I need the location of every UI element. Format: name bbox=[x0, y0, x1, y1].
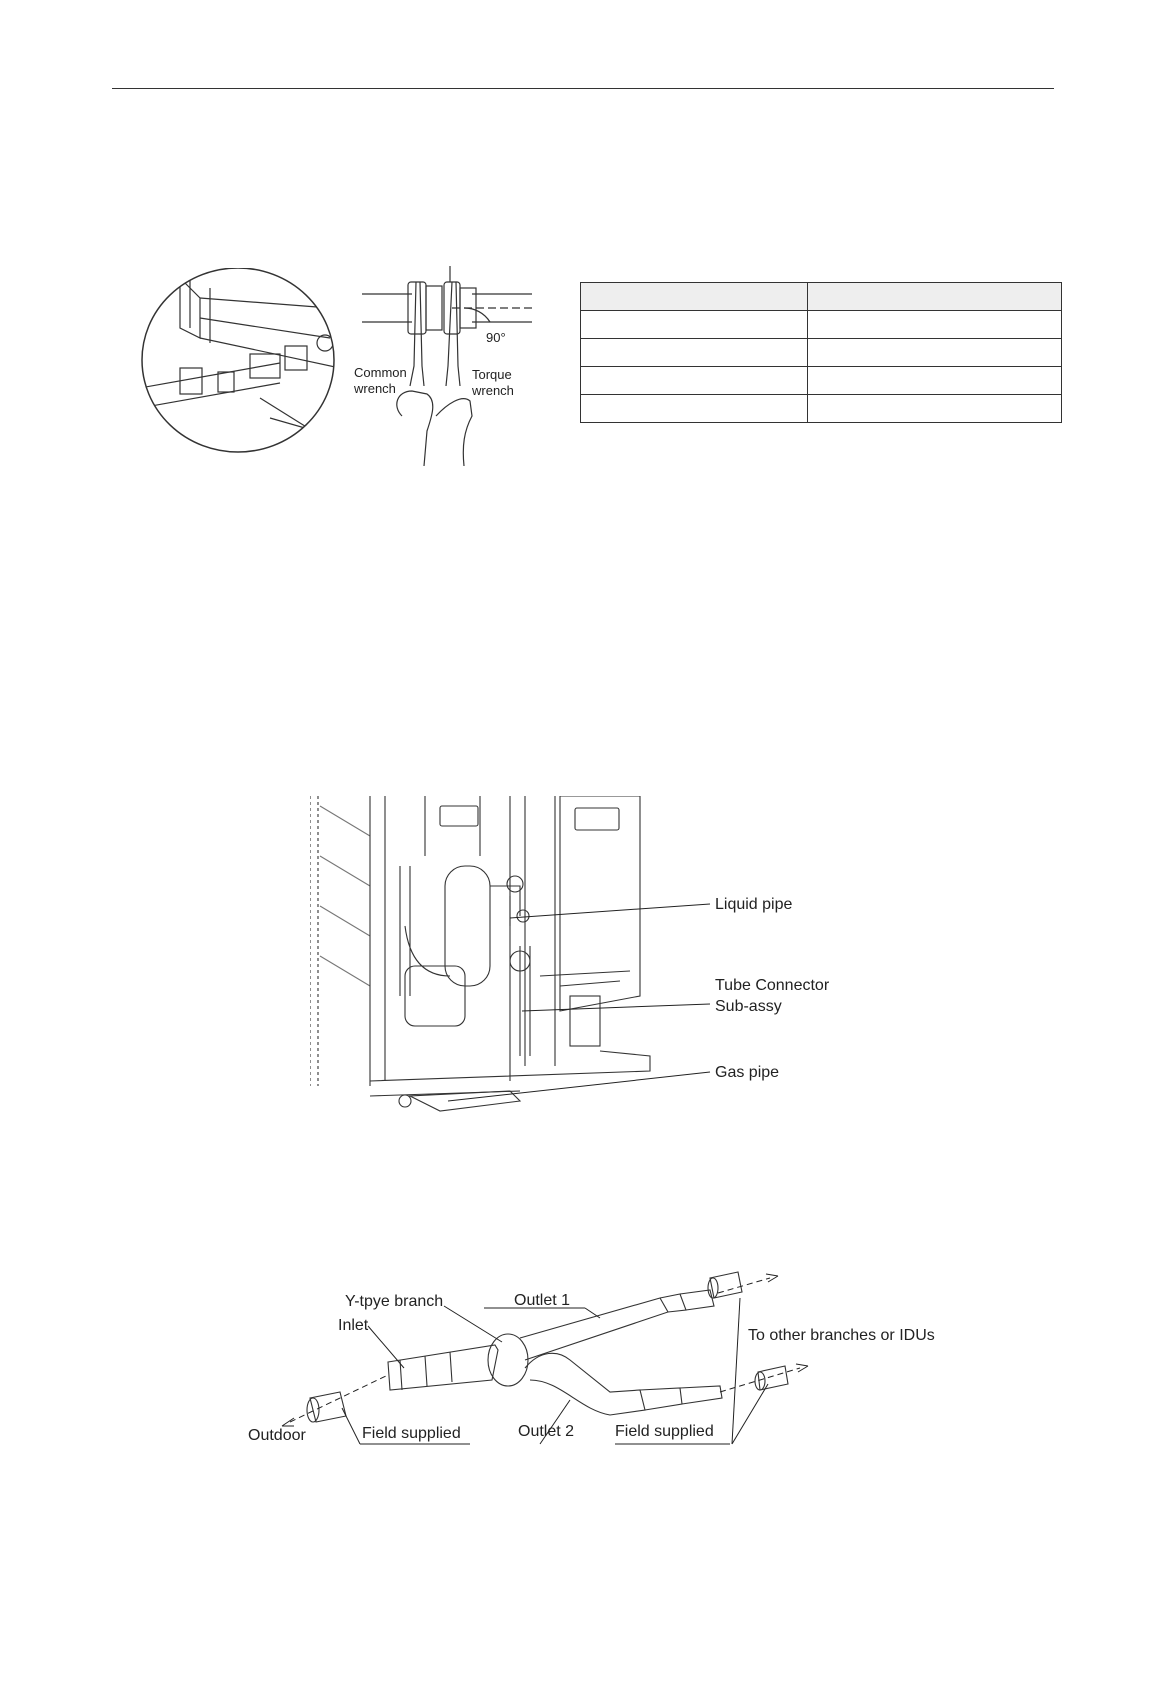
table-row bbox=[581, 311, 1062, 339]
table-cell bbox=[808, 339, 1062, 367]
torque-table bbox=[580, 282, 1062, 423]
table-cell bbox=[808, 395, 1062, 423]
field-supplied-left-label: Field supplied bbox=[362, 1425, 461, 1442]
y-branch-figure bbox=[240, 1250, 980, 1450]
tube-connector-label-line1: Tube Connector bbox=[715, 977, 830, 994]
table-cell bbox=[581, 339, 808, 367]
flare-connection-detail-figure bbox=[140, 268, 340, 458]
table-cell bbox=[581, 367, 808, 395]
table-header-cell bbox=[808, 283, 1062, 311]
torque-wrench-label-line1: Torque bbox=[472, 367, 512, 382]
angle-label: 90° bbox=[486, 330, 506, 345]
field-supplied-right-label: Field supplied bbox=[615, 1423, 714, 1440]
common-wrench-label-line2: wrench bbox=[354, 381, 396, 396]
table-header-cell bbox=[581, 283, 808, 311]
table-row bbox=[581, 367, 1062, 395]
table-row bbox=[581, 395, 1062, 423]
tube-connector-label-line2: Sub-assy bbox=[715, 998, 782, 1015]
table-cell bbox=[581, 395, 808, 423]
outlet-1-label: Outlet 1 bbox=[514, 1292, 571, 1309]
header-rule bbox=[112, 88, 1054, 89]
to-other-branches-label: To other branches or IDUs bbox=[748, 1327, 935, 1344]
inlet-label: Inlet bbox=[338, 1317, 369, 1334]
outlet-2-label: Outlet 2 bbox=[518, 1423, 575, 1440]
common-wrench-label-line1: Common bbox=[354, 365, 407, 380]
outdoor-unit-piping-figure bbox=[310, 796, 870, 1126]
torque-wrench-label-line2: wrench bbox=[472, 383, 514, 398]
table-row bbox=[581, 339, 1062, 367]
y-branch-label: Y-tpye branch bbox=[345, 1293, 444, 1310]
wrench-diagram-figure bbox=[352, 266, 534, 466]
table-cell bbox=[581, 311, 808, 339]
outdoor-label: Outdoor bbox=[248, 1427, 306, 1444]
table-cell bbox=[808, 367, 1062, 395]
table-cell bbox=[808, 311, 1062, 339]
table-header-row bbox=[581, 283, 1062, 311]
gas-pipe-label: Gas pipe bbox=[715, 1064, 780, 1081]
liquid-pipe-label: Liquid pipe bbox=[715, 896, 793, 913]
